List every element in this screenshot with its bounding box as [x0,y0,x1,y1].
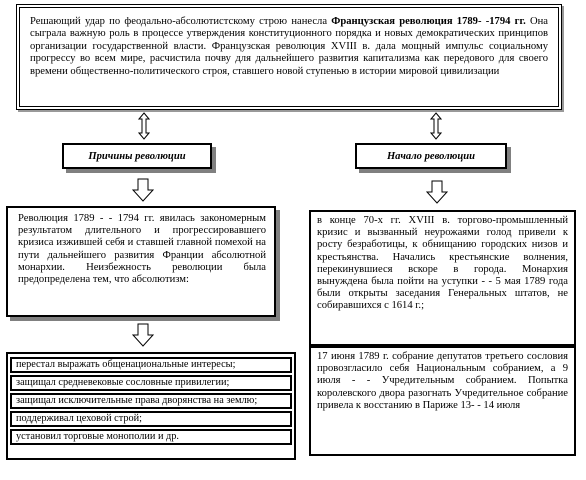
start-description-1: в конце 70-х гг. XVIII в. торгово-промышленный кризис и вызванный неурожаями голод привели к росту безработицы, к обнищанию городских низов и крестьянства. Начались крестьянские волнения, перекинувшиеся вскоре в города. Монархия вынуждена была пойти на уступки - - 5 мая 1789 года были открыты заседания Генеральных штатов, не собиравшихся с 1614 г.; [309,210,576,346]
down-arrow-right-icon [426,180,448,204]
down-arrow-list-icon [132,323,154,347]
list-item: защищал исключительные права дворянства на землю; [10,393,292,409]
start-description-2: 17 июня 1789 г. собрание депутатов третьего сословия провозгласило себя Национальным собранием, а 9 июля - - Учредительным собранием. Попытка королевского двора разогнать Учредительное собрание привела к восстанию в Париже 13- - 14 июля [309,346,576,456]
double-arrow-left-icon [138,112,150,140]
causes-header [62,143,212,169]
causes-header-label: Причины революции [88,150,186,162]
double-arrow-right-icon [430,112,442,140]
list-item: защищал средневековые сословные привилегии; [10,375,292,391]
causes-description: Революция 1789 - - 1794 гг. явилась закономерным результатом длительного и прогрессировавшего кризиса изжившей себя и ставшей главной помехой на пути дальнейшего развития Франции абсолютной монархии. Неизбежность революции была предопределена тем, что абсолютизм: [6,206,276,317]
start-header-label: Начало революции [386,150,476,162]
start-header [355,143,507,169]
intro-text-end: Она сыграла важную роль в процессе утверждения конституционного порядка и новых демократических принципов организации государственной власти. Французская революция XVIII в. дала мощный импульс социальному прогрессу во всем мире, расчистила почву для дальнейшего развития капитализма как передового для своего времени общественно-политического строя, ставшего новой ступенью в истории мировой цивилизации [30,16,548,77]
list-item: перестал выражать общенациональные интересы; [10,357,292,373]
intro-text-start: Решающий удар по феодально-абсолютистскому строю нанесла [30,16,332,27]
causes-list [6,352,296,460]
down-arrow-left-icon [132,178,154,202]
intro-box [16,4,562,110]
list-item: поддерживал цеховой строй; [10,411,292,427]
list-item: установил торговые монополии и др. [10,429,292,445]
intro-bold: Французская революция 1789- -1794 гг. [331,16,526,27]
